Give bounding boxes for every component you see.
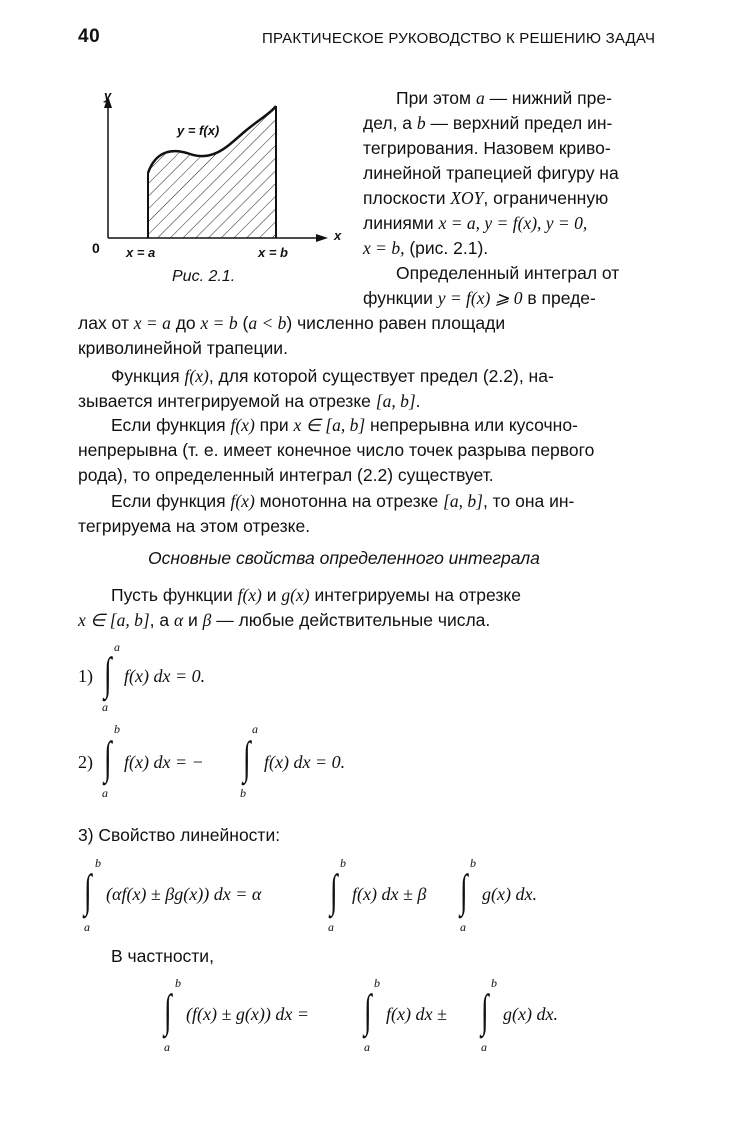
formula-2-integral-sign-1: ∫ xyxy=(104,732,112,783)
p1-line1: При этом a — нижний пре- xyxy=(396,88,612,108)
formula-4-lower-limit-2: a xyxy=(364,1040,370,1054)
x-axis-arrow xyxy=(316,234,328,242)
p3-line2: зывается интегрируемой на отрезке [a, b]. xyxy=(78,391,421,411)
formula-1-integral-sign: ∫ xyxy=(104,648,112,699)
p4-line1: Если функция f(x) при x ∈ [a, b] непрерывна или кусочно- xyxy=(111,415,578,435)
formula-4-upper-limit-1: b xyxy=(175,976,181,990)
formula-4-lower-limit-3: a xyxy=(481,1040,487,1054)
formula-1-upper-limit: a xyxy=(114,640,120,654)
formula-2-upper-limit-1: b xyxy=(114,722,120,736)
formula-4-integral-sign-1: ∫ xyxy=(164,985,172,1036)
p1-line4: линейной трапецией фигуру на xyxy=(363,163,619,183)
formula-3-body-3: g(x) dx. xyxy=(482,884,537,904)
formula-1-body: f(x) dx = 0. xyxy=(124,666,206,686)
p1-line6: линиями x = a, y = f(x), y = 0, xyxy=(363,213,588,233)
in-particular-text: В частности, xyxy=(111,946,214,966)
formula-4-body-2: f(x) dx ± xyxy=(386,1004,447,1024)
formula-3-lower-limit-2: a xyxy=(328,920,334,934)
formula-4-upper-limit-2: b xyxy=(374,976,380,990)
formula-4-integral-sign-3: ∫ xyxy=(481,985,489,1036)
section-title: Основные свойства определенного интеграла xyxy=(148,548,540,568)
formula-4-integral-sign-2: ∫ xyxy=(364,985,372,1036)
p5-line2: тегрируема на этом отрезке. xyxy=(78,516,311,536)
formula-2-body-1: f(x) dx = − xyxy=(124,752,204,772)
formula-3-integral-sign-1: ∫ xyxy=(84,865,92,916)
formula-3-body-1: (αf(x) ± βg(x)) dx = α xyxy=(106,884,262,904)
p1-line2: дел, а b — верхний предел ин- xyxy=(363,113,613,133)
p4-line2: непрерывна (т. е. имеет конечное число точек разрыва первого xyxy=(78,440,595,460)
formula-2-lower-limit-1: a xyxy=(102,786,108,800)
formula-4-body-3: g(x) dx. xyxy=(503,1004,558,1024)
p1-line3: тегрирования. Назовем криво- xyxy=(363,138,611,158)
formula-2-upper-limit-2: a xyxy=(252,722,258,736)
formula-3-upper-limit-2: b xyxy=(340,856,346,870)
formula-3-integral-sign-2: ∫ xyxy=(330,865,338,916)
formula-3-upper-limit-3: b xyxy=(470,856,476,870)
formula-2-integral-sign-2: ∫ xyxy=(243,732,251,783)
p2-line4: криволинейной трапеции. xyxy=(78,338,288,358)
formula-3-lower-limit-3: a xyxy=(460,920,466,934)
formula-3-lower-limit-1: a xyxy=(84,920,90,934)
formula-4-upper-limit-3: b xyxy=(491,976,497,990)
formula-4-lower-limit-1: a xyxy=(164,1040,170,1054)
left-bound-label: x = a xyxy=(126,245,156,260)
running-title: ПРАКТИЧЕСКОЕ РУКОВОДСТВО К РЕШЕНИЮ ЗАДАЧ xyxy=(262,30,656,47)
formula-2-number: 2) xyxy=(78,752,93,772)
property-3-title: 3) Свойство линейности: xyxy=(78,825,281,845)
x-axis-label: x xyxy=(334,228,342,243)
formula-2-lower-limit-2: b xyxy=(240,786,246,800)
formula-2-body-2: f(x) dx = 0. xyxy=(264,752,346,772)
formula-3-body-2: f(x) dx ± β xyxy=(352,884,427,904)
figure-caption: Рис. 2.1. xyxy=(172,268,236,285)
p6-line2: x ∈ [a, b], а α и β — любые действительные числа. xyxy=(78,610,491,630)
p5-line1: Если функция f(x) монотонна на отрезке [a, b], то она ин- xyxy=(111,491,575,511)
right-bound-label: x = b xyxy=(258,245,288,260)
origin-label: 0 xyxy=(92,240,100,256)
p2-line1: Определенный интеграл от xyxy=(396,263,620,283)
curve-label: y = f(x) xyxy=(177,123,220,138)
formula-3-upper-limit-1: b xyxy=(95,856,101,870)
p2-line3: лах от x = a до x = b (a < b) численно равен площади xyxy=(78,313,506,333)
y-axis-label: y xyxy=(104,88,112,103)
p2-line2: функции y = f(x) ⩾ 0 в преде- xyxy=(363,288,596,308)
p4-line3: рода), то определенный интеграл (2.2) существует. xyxy=(78,465,494,485)
formula-4-body-1: (f(x) ± g(x)) dx = xyxy=(186,1004,309,1024)
formula-1-number: 1) xyxy=(78,666,93,686)
figure-curvilinear-trapezoid xyxy=(78,88,338,263)
formula-3-integral-sign-3: ∫ xyxy=(460,865,468,916)
formula-1-lower-limit: a xyxy=(102,700,108,714)
p3-line1: Функция f(x), для которой существует предел (2.2), на- xyxy=(111,366,554,386)
page-number: 40 xyxy=(78,26,101,47)
p6-line1: Пусть функции f(x) и g(x) интегрируемы на отрезке xyxy=(111,585,521,605)
p1-line5: плоскости XOY, ограниченную xyxy=(363,188,609,208)
p1-line7: x = b, (рис. 2.1). xyxy=(363,238,489,258)
